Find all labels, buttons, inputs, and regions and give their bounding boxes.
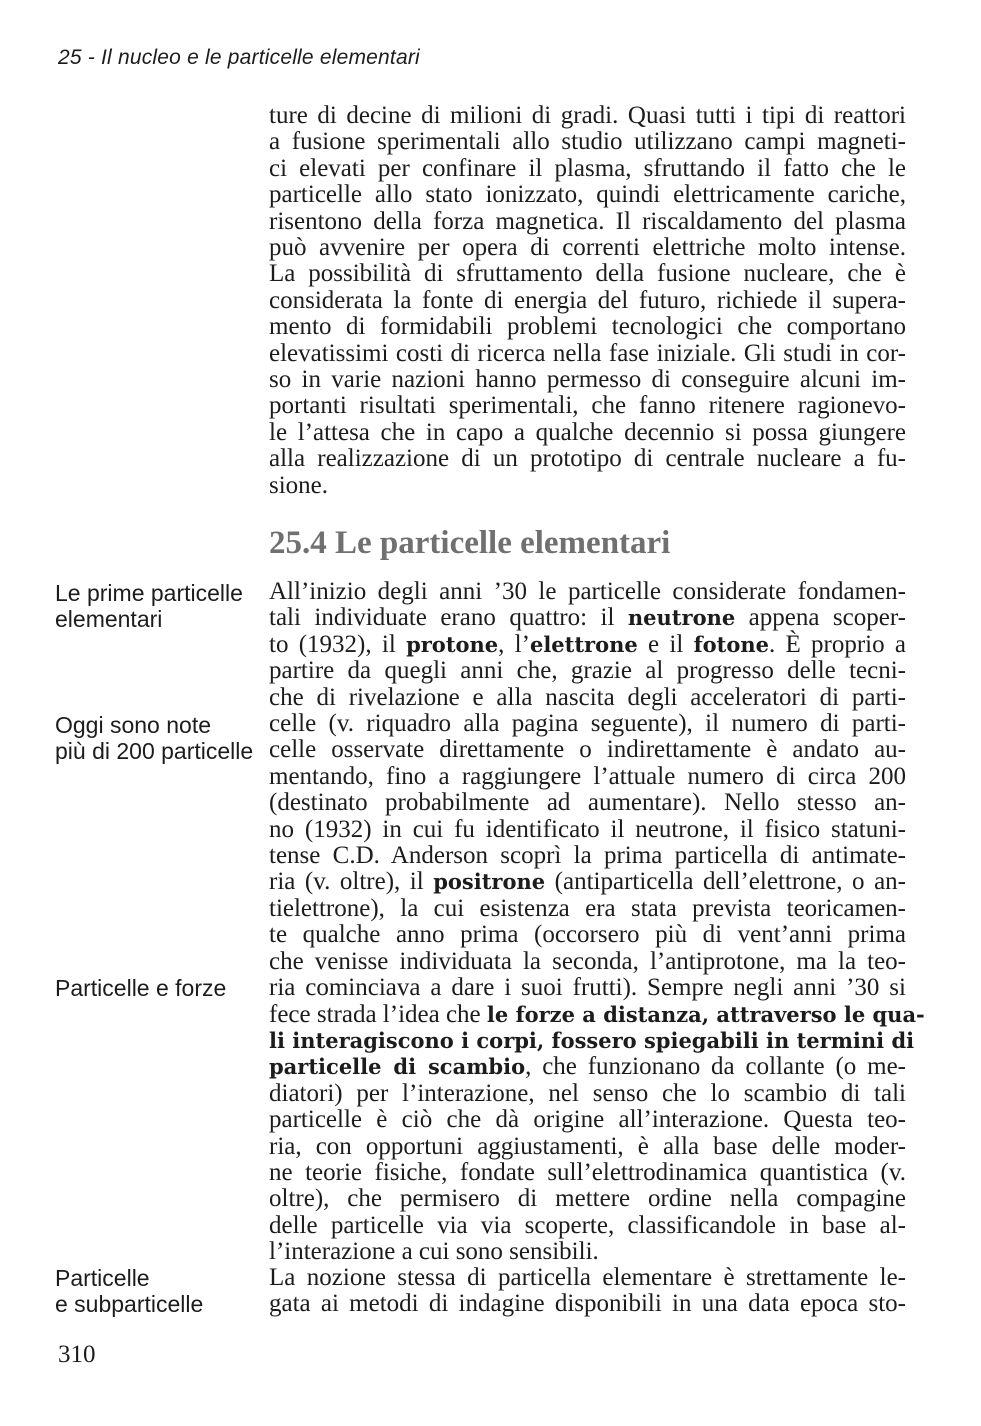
margin-note-subparticles: Particelle e subparticelle	[55, 1265, 204, 1317]
margin-note-particles-forces: Particelle e forze	[55, 975, 227, 1001]
text-line: mento di formidabili problemi tecnologici che comportano	[269, 313, 906, 341]
term-positrone: positrone	[433, 869, 546, 895]
text-line: portanti risultati sperimentali, che fanno ritenere ragionevo-	[269, 392, 906, 420]
text-line: oltre), che permisero di mettere ordine nella compagine	[269, 1185, 906, 1213]
text-line: considerata la fonte di energia del futuro, richiede il supera-	[269, 286, 906, 314]
text-line: ne teorie fisiche, fondate sull’elettrodinamica quantistica (v.	[269, 1158, 906, 1186]
text-line: ria, con opportuni aggiustamenti, è alla base delle moder-	[269, 1132, 906, 1160]
text-line: diatori) per l’interazione, nel senso che lo scambio di tali	[269, 1079, 906, 1107]
text-line: risentono della forza magnetica. Il riscaldamento del plasma	[269, 207, 906, 235]
text-line: celle osservate direttamente o indirettamente è andato au-	[269, 736, 906, 764]
running-header: 25 - Il nucleo e le particelle elementari	[58, 46, 420, 69]
text-line: sione.	[269, 471, 329, 499]
text-line: ci elevati per confinare il plasma, sfruttando il fatto che le	[269, 154, 906, 182]
text-line: l’interazione a cui sono sensibili.	[269, 1238, 599, 1266]
term-fotone: fotone	[693, 631, 769, 657]
text-line: gata ai metodi di indagine disponibili in una data epoca sto-	[269, 1290, 906, 1318]
text-line: che di rivelazione e alla nascita degli acceleratori di parti-	[269, 683, 906, 711]
text-line: tali individuate erano quattro: il neutrone appena scoper-	[269, 604, 906, 632]
text-line: (destinato probabilmente ad aumentare). Nello stesso an-	[269, 789, 906, 817]
text-line: particelle allo stato ionizzato, quindi elettricamente cariche,	[269, 181, 906, 209]
text-line: All’inizio degli anni ’30 le particelle considerate fondamen-	[269, 578, 906, 605]
text-line: elevatissimi costi di ricerca nella fase iniziale. Gli studi in cor-	[269, 339, 906, 367]
text-line: alla realizzazione di un prototipo di centrale nucleare a fu-	[269, 445, 906, 473]
paragraph-fusion	[269, 103, 906, 499]
text-line: ria cominciava a dare i suoi frutti). Sempre negli anni ’30 si	[269, 974, 906, 1002]
text-line: li interagiscono i corpi, fossero spiegabili in termini di	[269, 1027, 915, 1053]
text-line: ture di decine di milioni di gradi. Quasi tutti i tipi di reattori	[269, 102, 906, 129]
term-protone: protone	[406, 631, 499, 657]
text-line: particelle di scambio, che funzionano da collante (o me-	[269, 1053, 906, 1081]
text-line: può avvenire per opera di correnti elettriche molto intense.	[269, 234, 906, 262]
text-line: so in varie nazioni hanno permesso di conseguire alcuni im-	[269, 366, 906, 394]
text-line: fece strada l’idea che le forze a distanza, attraverso le qua-	[269, 1000, 925, 1028]
paragraph-elementary-particles	[269, 578, 925, 1266]
text-line: partire da quegli anni che, grazie al progresso delle tecni-	[269, 657, 906, 685]
text-line: mentando, fino a raggiungere l’attuale numero di circa 200	[269, 762, 906, 790]
margin-note-first-particles: Le prime particelle elementari	[55, 580, 243, 632]
bold-phrase: le forze a distanza, attraverso le qua-	[486, 1001, 925, 1027]
text-line: particelle è ciò che dà origine all’interazione. Questa teo-	[269, 1106, 906, 1134]
text-line: te qualche anno prima (occorsero più di vent’anni prima	[269, 921, 906, 949]
text-line: La nozione stessa di particella elementare è strettamente le-	[269, 1264, 906, 1291]
text-line: tielettrone), la cui esistenza era stata prevista teoricamen-	[269, 894, 906, 922]
section-heading: 25.4 Le particelle elementari	[269, 525, 671, 561]
text-line: che venisse individuata la seconda, l’antiprotone, ma la teo-	[269, 947, 906, 975]
margin-note-200-particles: Oggi sono note più di 200 particelle	[55, 712, 254, 764]
text-line: a fusione sperimentali allo studio utilizzano campi magneti-	[269, 128, 906, 156]
text-line: tense C.D. Anderson scoprì la prima particella di antimate-	[269, 842, 906, 870]
term-elettrone: elettrone	[529, 631, 638, 657]
text-line: no (1932) in cui fu identificato il neutrone, il fisico statuni-	[269, 815, 906, 843]
text-line: ria (v. oltre), il positrone (antiparticella dell’elettrone, o an-	[269, 868, 906, 896]
text-line: celle (v. riquadro alla pagina seguente), il numero di parti-	[269, 710, 906, 738]
text-line: le l’attesa che in capo a qualche decennio si possa giungere	[269, 418, 906, 446]
page-number: 310	[58, 1341, 96, 1368]
text-line: delle particelle via via scoperte, classificandole in base al-	[269, 1211, 906, 1239]
text-line: to (1932), il protone, l’elettrone e il fotone. È proprio a	[269, 630, 906, 658]
text-line: La possibilità di sfruttamento della fusione nucleare, che è	[269, 260, 906, 288]
paragraph-particle-notion	[269, 1265, 906, 1318]
term-neutrone: neutrone	[627, 605, 736, 631]
bold-phrase: particelle di scambio	[269, 1054, 526, 1080]
